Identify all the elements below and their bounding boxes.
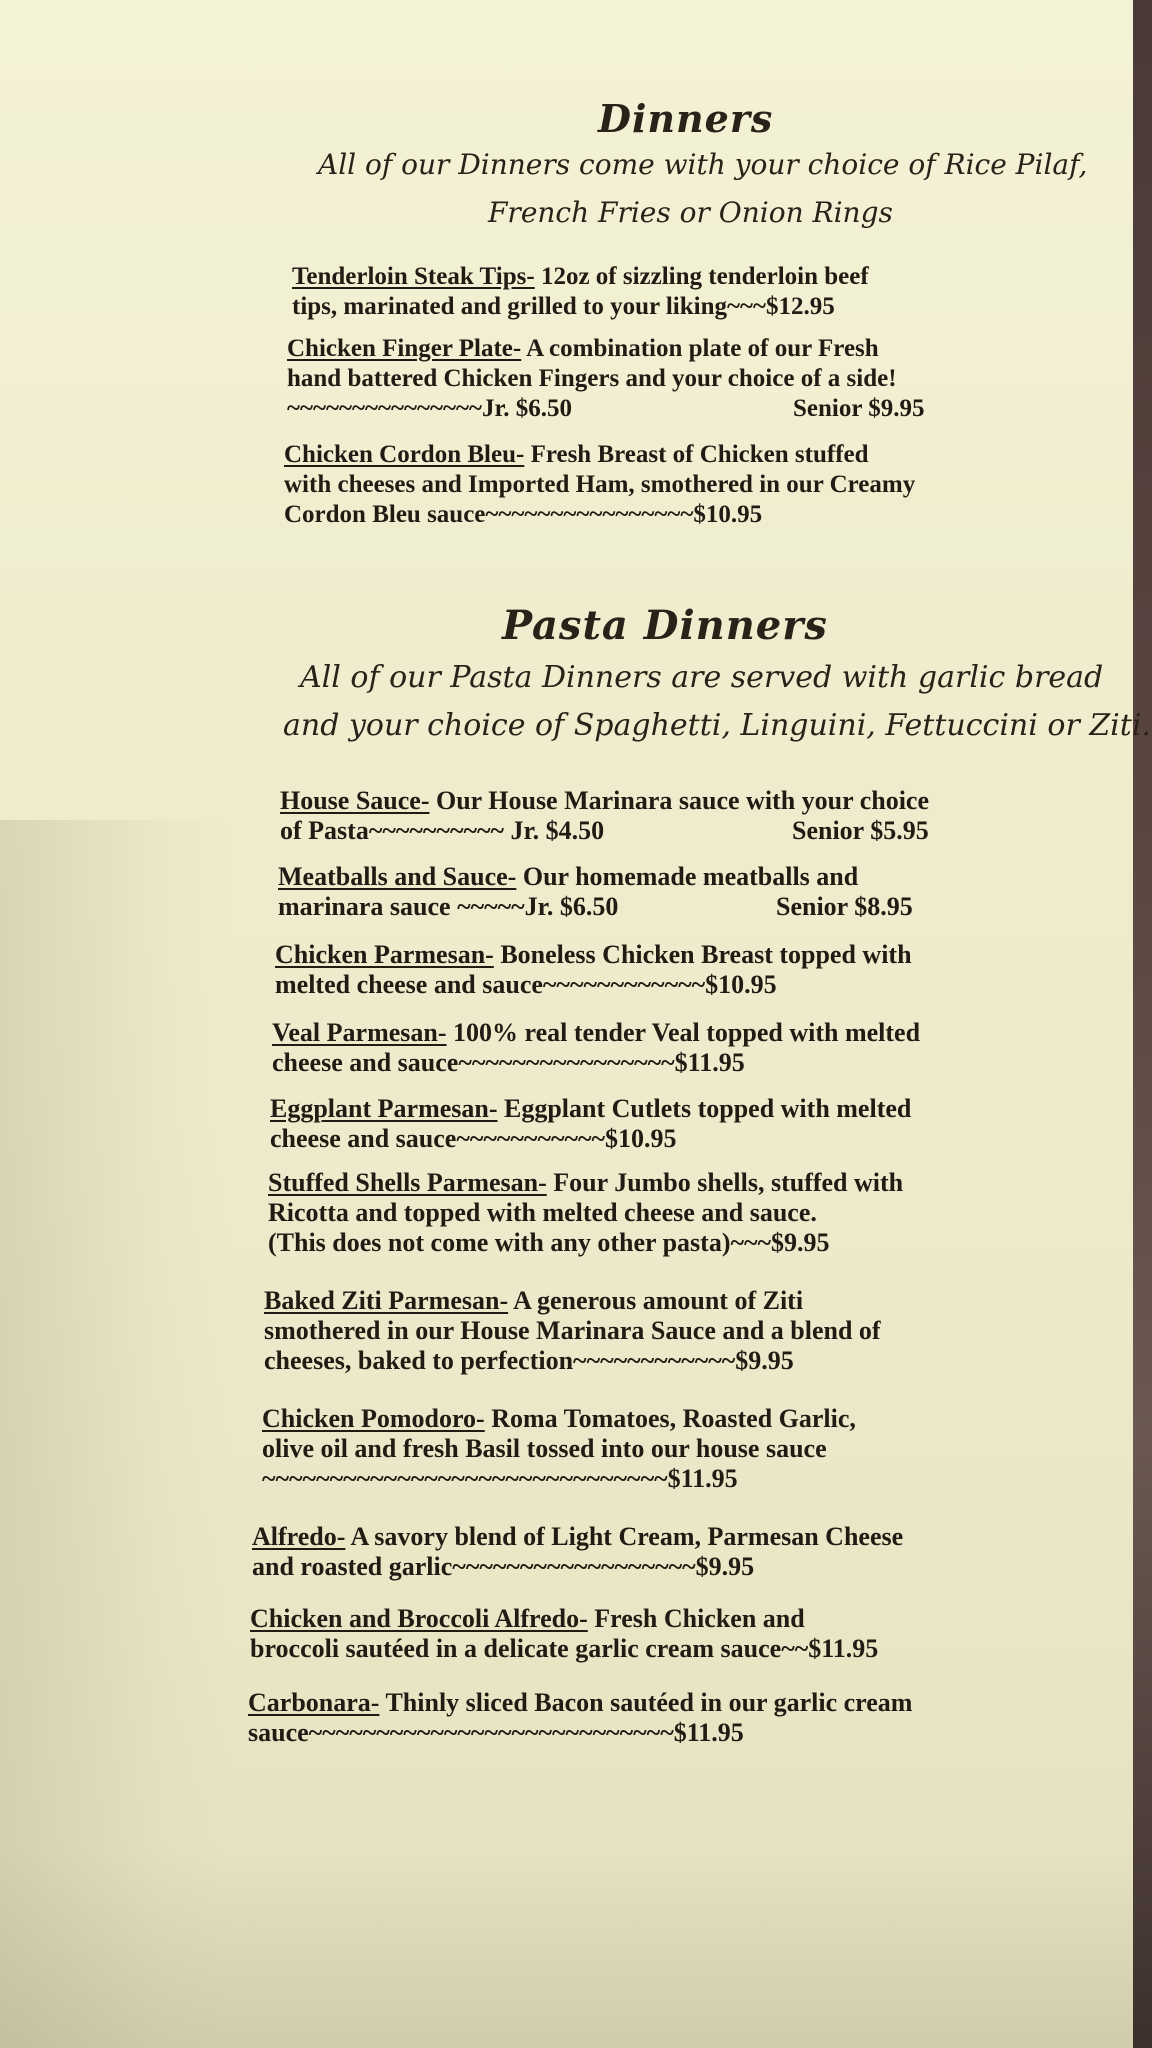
menu-item-line xyxy=(252,1522,903,1552)
menu-item-line: cheese and sauce~~~~~~~~~~~$10.95 xyxy=(270,1124,677,1153)
menu-item-name: Chicken Pomodoro- xyxy=(262,1404,485,1433)
menu-item-name: Carbonara- xyxy=(248,1688,380,1717)
menu-item-line xyxy=(278,862,858,892)
menu-item xyxy=(278,862,913,922)
menu-item-line xyxy=(250,1604,878,1634)
menu-item-line xyxy=(268,1168,903,1198)
menu-item-line xyxy=(280,786,929,816)
menu-item xyxy=(248,1688,912,1748)
menu-item-line: olive oil and fresh Basil tossed into our house sauce xyxy=(262,1434,827,1463)
table-edge xyxy=(1133,0,1152,2048)
menu-item-name: Meatballs and Sauce- xyxy=(278,862,517,891)
menu-item-description: Boneless Chicken Breast topped with xyxy=(493,940,912,969)
menu-item-line: ~~~~~~~~~~~~~~~Jr. $6.50 xyxy=(287,395,573,422)
menu-item-senior-price: Senior $8.95 xyxy=(776,892,913,921)
menu-item-name: House Sauce- xyxy=(280,786,430,815)
menu-item xyxy=(252,1522,903,1582)
menu-item-name: Veal Parmesan- xyxy=(272,1018,447,1047)
menu-item-description: Eggplant Cutlets topped with melted xyxy=(497,1094,912,1123)
menu-item-name: Chicken and Broccoli Alfredo- xyxy=(250,1604,588,1633)
menu-item-line xyxy=(284,440,915,470)
menu-item xyxy=(250,1604,878,1664)
menu-item-line: cheeses, baked to perfection~~~~~~~~~~~~$9.95 xyxy=(264,1346,794,1375)
menu-item-line: of Pasta~~~~~~~~~~ Jr. $4.50 xyxy=(280,816,605,845)
menu-item-line xyxy=(270,1094,911,1124)
menu-item xyxy=(280,786,929,846)
menu-item-line xyxy=(287,334,897,364)
menu-item-description: 100% real tender Veal topped with melted xyxy=(446,1018,921,1047)
menu-item-name: Chicken Parmesan- xyxy=(275,940,494,969)
menu-item-description: A generous amount of Ziti xyxy=(508,1286,804,1315)
menu-item-senior-price: Senior $5.95 xyxy=(792,816,929,845)
menu-item xyxy=(270,1094,911,1154)
menu-item-line: broccoli sautéed in a delicate garlic cream sauce~~$11.95 xyxy=(250,1634,879,1663)
menu-item-line: marinara sauce ~~~~~Jr. $6.50 xyxy=(278,892,619,921)
menu-item-description: 12oz of sizzling tenderloin beef xyxy=(534,263,869,290)
menu-item-line: Cordon Bleu sauce~~~~~~~~~~~~~~~~$10.95 xyxy=(284,501,763,528)
menu-item-line xyxy=(292,262,869,292)
menu-item-line xyxy=(264,1286,881,1316)
menu-item-description: Roma Tomatoes, Roasted Garlic, xyxy=(484,1404,856,1433)
dinners-subtitle-line1: All of our Dinners come with your choice of Rice Pilaf, xyxy=(318,148,1088,181)
pasta-subtitle-line1: All of our Pasta Dinners are served with garlic bread xyxy=(300,660,1104,695)
menu-item-line: melted cheese and sauce~~~~~~~~~~~~$10.95 xyxy=(275,970,777,999)
menu-item-line: with cheeses and Imported Ham, smothered in our Creamy xyxy=(284,471,916,498)
menu-item-line: smothered in our House Marinara Sauce and a blend of xyxy=(264,1316,881,1345)
menu-item-line xyxy=(248,1688,912,1718)
menu-item-line: sauce~~~~~~~~~~~~~~~~~~~~~~~~~~~$11.95 xyxy=(248,1718,744,1747)
menu-item-description: Fresh Chicken and xyxy=(587,1604,805,1633)
menu-item-name: Alfredo- xyxy=(252,1522,346,1551)
menu-item xyxy=(264,1286,881,1376)
menu-item xyxy=(287,334,925,424)
menu-item-description: A savory blend of Light Cream, Parmesan Cheese xyxy=(345,1522,904,1551)
menu-item-senior-price: Senior $9.95 xyxy=(793,395,925,422)
menu-item-line xyxy=(275,940,912,970)
menu-item-line: hand battered Chicken Fingers and your choice of a side! xyxy=(287,365,897,392)
dinners-subtitle-line2: French Fries or Onion Rings xyxy=(488,196,893,229)
menu-item xyxy=(268,1168,903,1258)
menu-item-line: cheese and sauce~~~~~~~~~~~~~~~~$11.95 xyxy=(272,1048,745,1077)
menu-item xyxy=(284,440,915,530)
menu-item-name: Tenderloin Steak Tips- xyxy=(292,263,535,290)
menu-item-line: ~~~~~~~~~~~~~~~~~~~~~~~~~~~~~~$11.95 xyxy=(262,1464,738,1493)
menu-item-description: A combination plate of our Fresh xyxy=(521,335,879,362)
dinners-title: Dinners xyxy=(598,96,774,141)
menu-item-description: Thinly sliced Bacon sautéed in our garlic cream xyxy=(379,1688,913,1717)
menu-item-description: Our House Marinara sauce with your choice xyxy=(429,786,930,815)
menu-item xyxy=(272,1018,920,1078)
menu-item-name: Stuffed Shells Parmesan- xyxy=(268,1168,547,1197)
menu-item-line xyxy=(272,1018,920,1048)
menu-item xyxy=(262,1404,856,1494)
pasta-subtitle-line2: and your choice of Spaghetti, Linguini, Fettuccini or Ziti. xyxy=(283,708,1151,743)
menu-item-description: Fresh Breast of Chicken stuffed xyxy=(524,441,869,468)
menu-item xyxy=(292,262,869,322)
menu-item-line: and roasted garlic~~~~~~~~~~~~~~~~~~$9.95 xyxy=(252,1552,755,1581)
menu-item-name: Baked Ziti Parmesan- xyxy=(264,1286,509,1315)
menu-item-name: Chicken Finger Plate- xyxy=(287,335,522,362)
pasta-dinners-title: Pasta Dinners xyxy=(502,602,828,649)
menu-item xyxy=(275,940,912,1000)
menu-item-name: Eggplant Parmesan- xyxy=(270,1094,498,1123)
menu-item-name: Chicken Cordon Bleu- xyxy=(284,441,525,468)
menu-item-line: tips, marinated and grilled to your liking~~~$12.95 xyxy=(292,293,835,320)
menu-item-line: (This does not come with any other pasta)~~~$9.95 xyxy=(268,1228,830,1257)
menu-item-line: Ricotta and topped with melted cheese and sauce. xyxy=(268,1198,817,1227)
menu-item-description: Our homemade meatballs and xyxy=(516,862,859,891)
menu-item-description: Four Jumbo shells, stuffed with xyxy=(546,1168,904,1197)
menu-item-line xyxy=(262,1404,856,1434)
